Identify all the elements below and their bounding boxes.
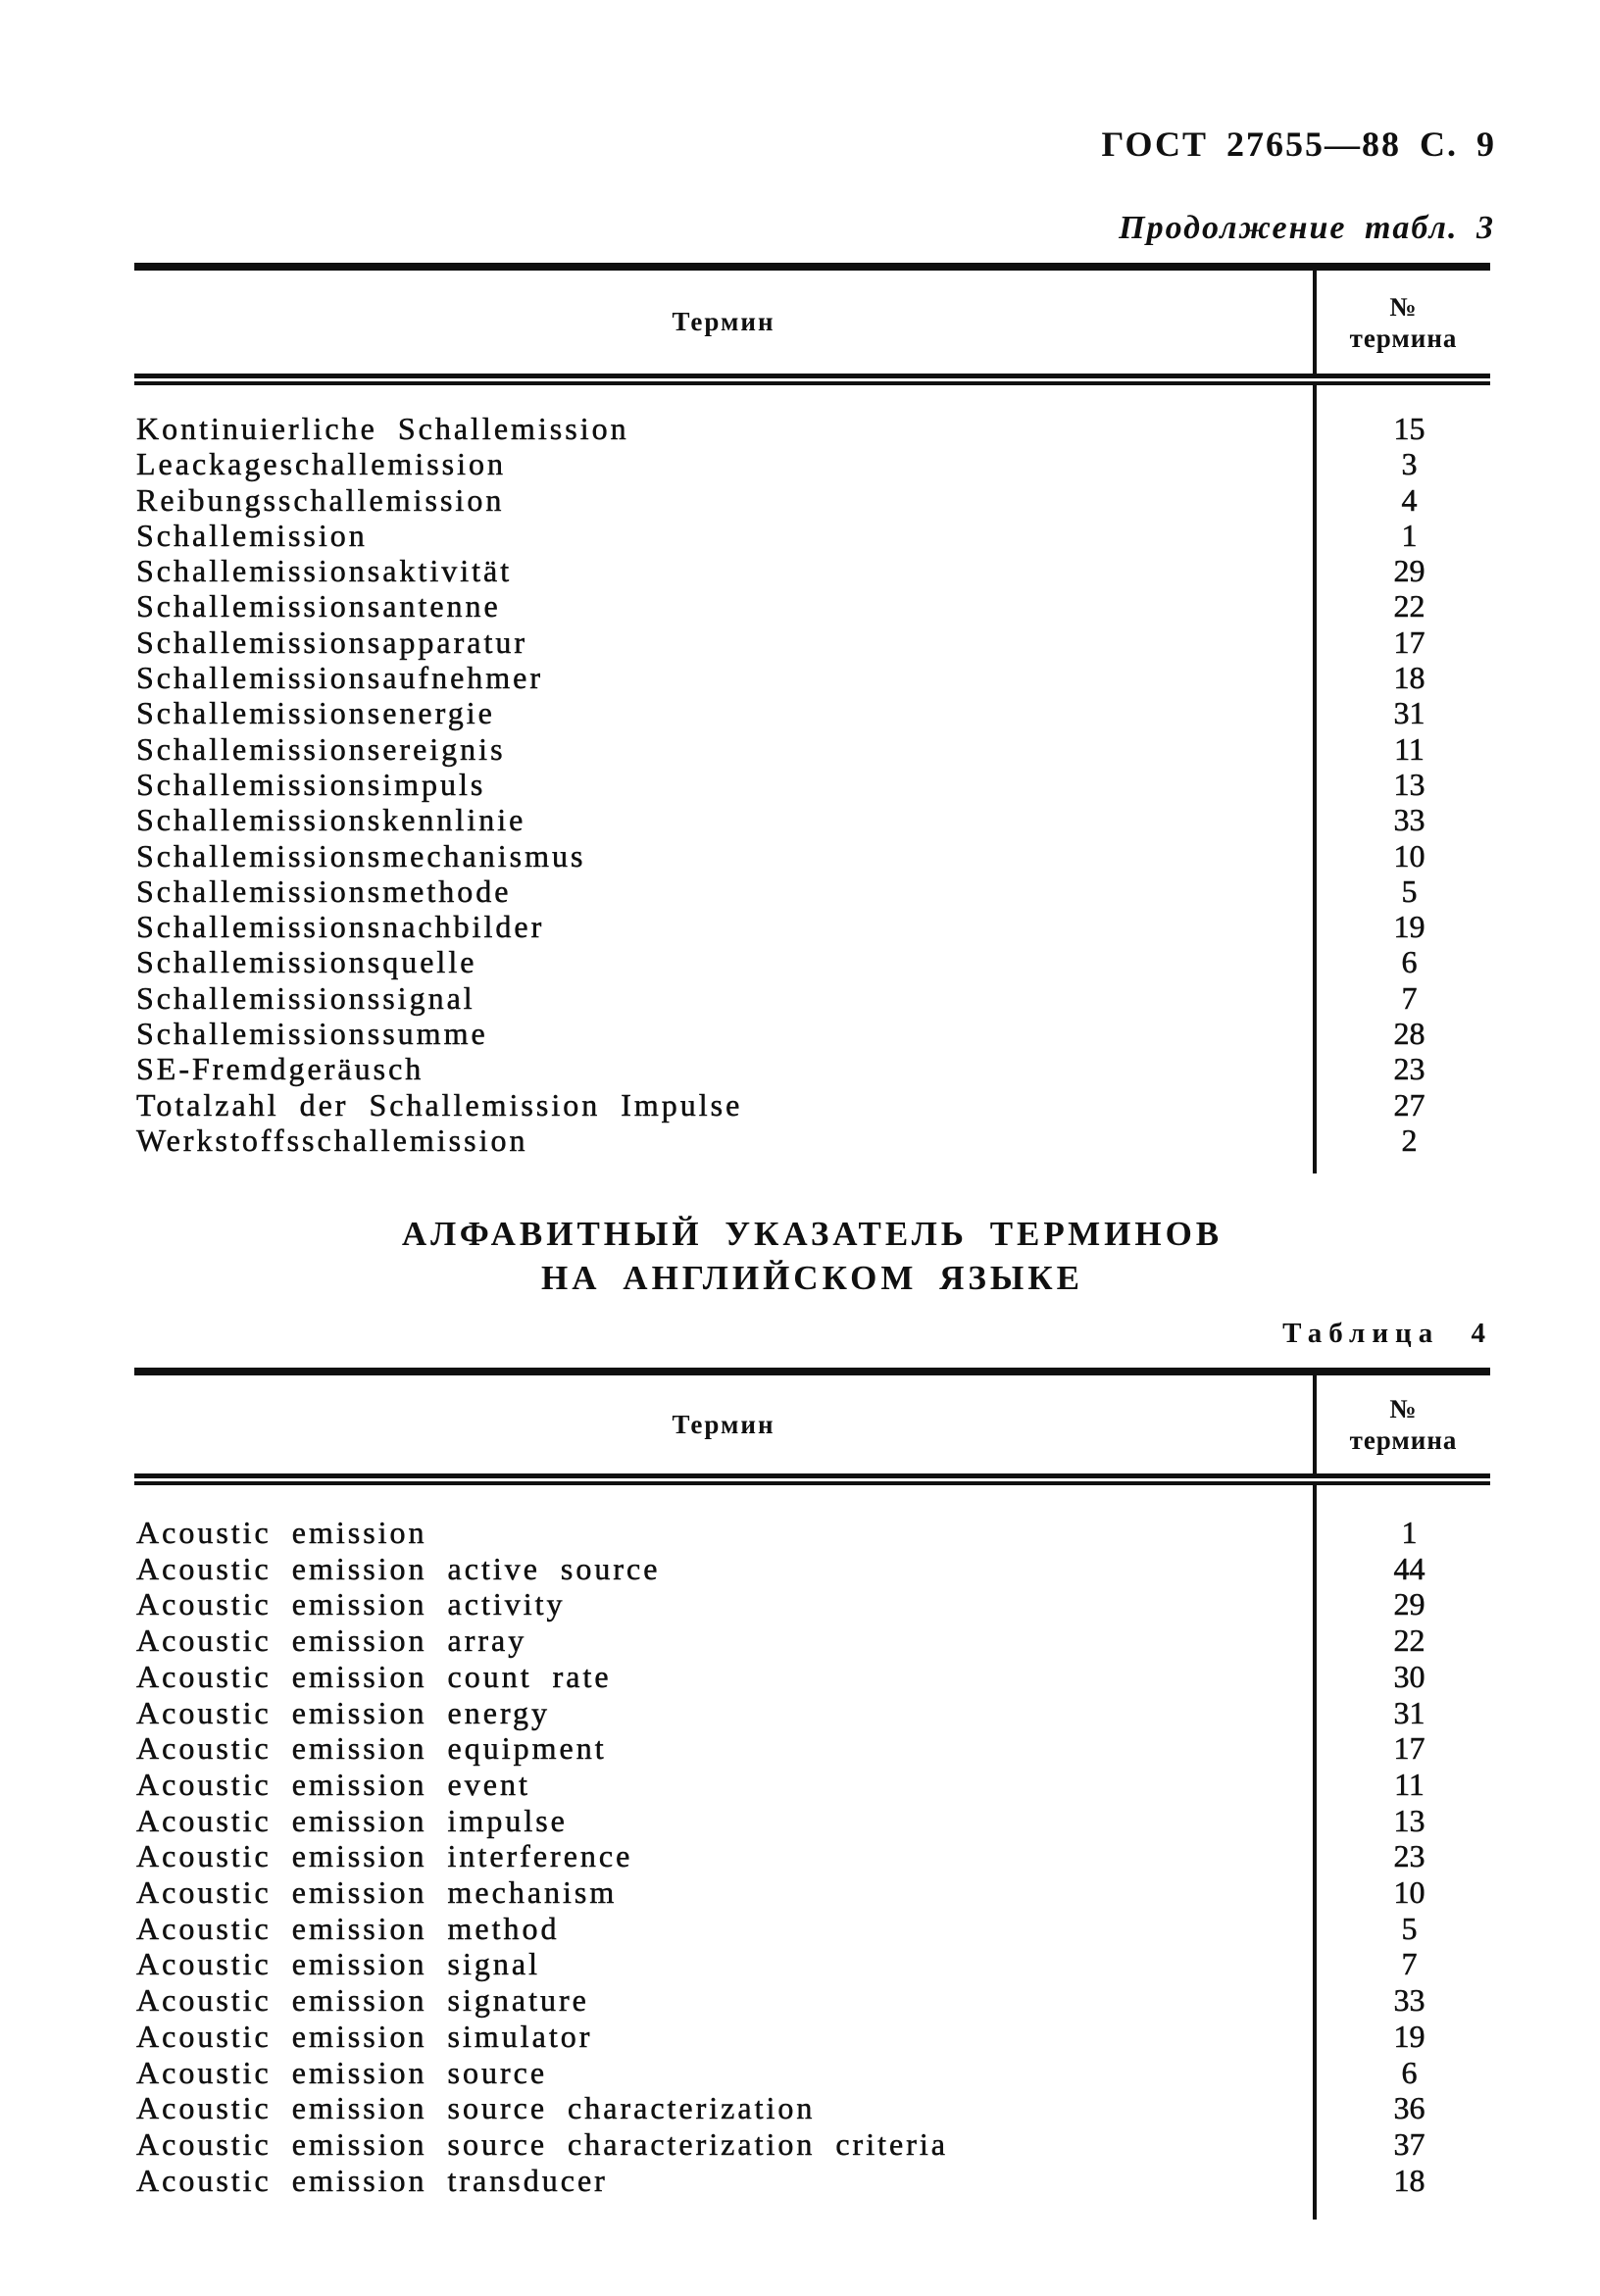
term-cell: Acoustic emission source characterization <box>136 2090 816 2126</box>
number-column-header-line2: термина <box>1349 1425 1458 1455</box>
table-row <box>134 1838 1490 1874</box>
table-row <box>134 1051 1490 1086</box>
term-cell: SE-Fremdgeräusch <box>136 1051 425 1087</box>
term-number-cell: 22 <box>1313 1622 1490 1659</box>
table-row <box>134 1586 1490 1622</box>
term-number-cell: 10 <box>1313 1874 1490 1911</box>
term-cell: Schallemissionsnachbilder <box>136 909 545 945</box>
table-body <box>134 1485 1490 2198</box>
term-cell: Acoustic emission mechanism <box>136 1874 618 1911</box>
table-header-row <box>134 271 1490 374</box>
term-cell: Acoustic emission interference <box>136 1838 633 1874</box>
table-row <box>134 2090 1490 2126</box>
table-row <box>134 2019 1490 2055</box>
table-row <box>134 873 1490 909</box>
table-row <box>134 1946 1490 1982</box>
table-spacer-row <box>134 385 1490 411</box>
term-cell: Schallemissionsmechanismus <box>136 837 586 873</box>
term-cell: Schallemissionskennlinie <box>136 802 526 838</box>
table-row <box>134 1016 1490 1051</box>
table-row <box>134 1803 1490 1839</box>
term-number-cell: 13 <box>1313 1803 1490 1839</box>
term-number-cell: 29 <box>1313 553 1490 588</box>
term-cell: Acoustic emission equipment <box>136 1730 607 1767</box>
term-column-header: Термин <box>672 1409 775 1439</box>
table-row <box>134 660 1490 695</box>
table-spacer-row <box>134 2198 1490 2220</box>
term-cell: Totalzahl der Schallemission Impulse <box>136 1086 743 1123</box>
term-cell: Werkstoffsschallemission <box>136 1122 528 1158</box>
term-cell: Acoustic emission method <box>136 1910 560 1946</box>
term-number-cell: 33 <box>1313 802 1490 837</box>
table-row <box>134 2126 1490 2163</box>
term-number-cell: 28 <box>1313 1016 1490 1051</box>
term-number-cell: 31 <box>1313 1695 1490 1731</box>
number-column-header-line2: термина <box>1349 323 1458 353</box>
header-double-rule <box>134 1473 1490 1485</box>
table-header-row <box>134 1375 1490 1473</box>
term-number-cell: 23 <box>1313 1838 1490 1874</box>
term-cell: Schallemissionsaktivität <box>136 553 513 589</box>
table-row <box>134 1622 1490 1659</box>
term-cell: Schallemissionssumme <box>136 1016 488 1052</box>
term-cell: Acoustic emission activity <box>136 1586 566 1622</box>
table-row <box>134 1515 1490 1551</box>
table-spacer-row <box>134 1158 1490 1173</box>
table-row <box>134 1123 1490 1158</box>
table-row <box>134 731 1490 767</box>
term-number-cell: 37 <box>1313 2126 1490 2163</box>
term-cell: Acoustic emission active source <box>136 1550 661 1586</box>
term-cell: Schallemissionsantenne <box>136 588 501 624</box>
term-cell: Acoustic emission array <box>136 1622 527 1659</box>
term-number-cell: 15 <box>1313 411 1490 446</box>
term-number-cell: 11 <box>1313 731 1490 767</box>
table-body <box>134 385 1490 1158</box>
term-number-cell: 1 <box>1313 518 1490 553</box>
term-cell: Acoustic emission simulator <box>136 2018 593 2054</box>
table-row <box>134 1087 1490 1123</box>
header-double-rule <box>134 374 1490 385</box>
table-row <box>134 1911 1490 1947</box>
table-row <box>134 588 1490 624</box>
term-number-cell: 2 <box>1313 1123 1490 1158</box>
table-row <box>134 446 1490 481</box>
term-cell: Acoustic emission count rate <box>136 1658 612 1694</box>
table-row <box>134 1551 1490 1587</box>
term-number-cell: 19 <box>1313 2019 1490 2055</box>
table-row <box>134 802 1490 837</box>
term-cell: Schallemissionsmethode <box>136 873 512 909</box>
term-cell: Schallemissionsenergie <box>136 695 495 731</box>
term-cell: Reibungsschallemission <box>136 481 505 518</box>
term-number-cell: 29 <box>1313 1586 1490 1622</box>
table-row <box>134 2055 1490 2091</box>
table-row <box>134 1982 1490 2019</box>
term-number-cell: 18 <box>1313 660 1490 695</box>
term-number-cell: 1 <box>1313 1515 1490 1551</box>
term-cell: Acoustic emission source characterization criteria <box>136 2125 948 2162</box>
table-row <box>134 695 1490 730</box>
term-number-cell: 33 <box>1313 1982 1490 2019</box>
term-cell: Schallemissionssignal <box>136 979 475 1016</box>
table-row <box>134 1874 1490 1911</box>
term-number-cell: 13 <box>1313 767 1490 802</box>
term-number-cell: 7 <box>1313 980 1490 1016</box>
table-row <box>134 2163 1490 2199</box>
table-row <box>134 909 1490 944</box>
table-row <box>134 767 1490 802</box>
term-cell: Acoustic emission source <box>136 2054 548 2090</box>
term-number-cell: 27 <box>1313 1087 1490 1123</box>
table-row <box>134 411 1490 446</box>
term-cell: Schallemissionsereignis <box>136 730 506 767</box>
term-cell: Schallemission <box>136 517 368 553</box>
table-row <box>134 1659 1490 1695</box>
table-row <box>134 1695 1490 1731</box>
term-number-cell: 31 <box>1313 695 1490 730</box>
term-number-cell: 6 <box>1313 2055 1490 2091</box>
term-number-cell: 22 <box>1313 588 1490 624</box>
term-number-cell: 7 <box>1313 1946 1490 1982</box>
term-number-cell: 4 <box>1313 482 1490 518</box>
alphabetical-index-heading-line2: НА АНГЛИЙСКОМ ЯЗЫКЕ <box>541 1259 1083 1297</box>
term-cell: Schallemissionsquelle <box>136 944 477 980</box>
term-cell: Schallemissionsapparatur <box>136 624 528 660</box>
term-cell: Acoustic emission energy <box>136 1694 551 1730</box>
term-cell: Acoustic emission <box>136 1515 427 1550</box>
term-number-cell: 44 <box>1313 1551 1490 1587</box>
terms-table-english <box>134 1368 1490 2220</box>
term-cell: Kontinuierliche Schallemission <box>136 411 629 446</box>
term-cell: Acoustic emission signature <box>136 1982 589 2019</box>
table-row <box>134 838 1490 873</box>
term-cell: Acoustic emission impulse <box>136 1802 568 1838</box>
term-number-cell: 10 <box>1313 838 1490 873</box>
table-row <box>134 553 1490 588</box>
term-number-cell: 5 <box>1313 1911 1490 1947</box>
table-row <box>134 482 1490 518</box>
number-column-header-line1: № <box>1389 1394 1418 1423</box>
table-row <box>134 624 1490 660</box>
term-number-cell: 23 <box>1313 1051 1490 1086</box>
table4-caption: Таблица 4 <box>1282 1318 1492 1349</box>
term-cell: Acoustic emission signal <box>136 1946 540 1982</box>
number-column-header <box>1313 1375 1490 1473</box>
term-column-header: Термин <box>672 307 775 336</box>
alphabetical-index-heading-line1: АЛФАВИТНЫЙ УКАЗАТЕЛЬ ТЕРМИНОВ <box>401 1215 1224 1253</box>
term-cell: Leackageschallemission <box>136 446 506 482</box>
alphabetical-index-heading <box>134 1212 1490 1300</box>
term-number-cell: 18 <box>1313 2163 1490 2199</box>
doc-reference: ГОСТ 27655—88 С. 9 <box>1101 125 1496 164</box>
table-row <box>134 944 1490 979</box>
term-number-cell: 19 <box>1313 909 1490 944</box>
term-cell: Schallemissionsimpuls <box>136 766 486 802</box>
table3-continuation-caption: Продолжение табл. 3 <box>1119 210 1495 246</box>
table-row <box>134 980 1490 1016</box>
table-row <box>134 1730 1490 1767</box>
term-number-cell: 11 <box>1313 1767 1490 1803</box>
term-number-cell: 17 <box>1313 1730 1490 1767</box>
number-column-header <box>1313 271 1490 374</box>
terms-table-german <box>134 263 1490 1173</box>
term-number-cell: 6 <box>1313 944 1490 979</box>
term-number-cell: 3 <box>1313 446 1490 481</box>
term-cell: Schallemissionsaufnehmer <box>136 660 544 696</box>
table-row <box>134 518 1490 553</box>
term-cell: Acoustic emission event <box>136 1766 530 1802</box>
term-number-cell: 17 <box>1313 624 1490 660</box>
term-cell: Acoustic emission transducer <box>136 2162 608 2198</box>
table-row <box>134 1767 1490 1803</box>
term-number-cell: 36 <box>1313 2090 1490 2126</box>
number-column-header-line1: № <box>1389 291 1418 322</box>
table-spacer-row <box>134 1485 1490 1515</box>
term-number-cell: 30 <box>1313 1659 1490 1695</box>
term-number-cell: 5 <box>1313 873 1490 909</box>
